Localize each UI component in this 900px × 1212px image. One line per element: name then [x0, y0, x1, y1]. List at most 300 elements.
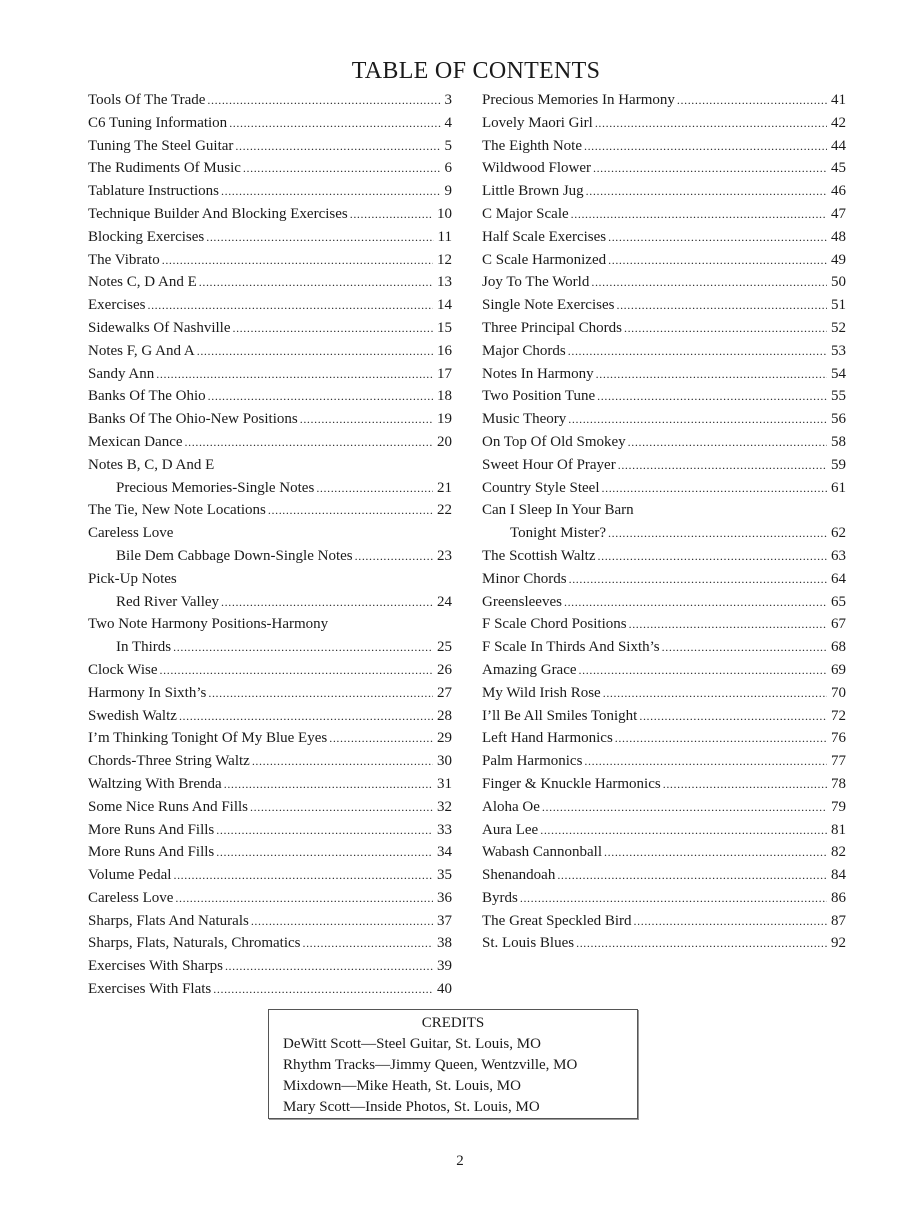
- toc-entry-page: 69: [831, 661, 846, 678]
- toc-entry: [482, 89, 846, 112]
- toc-entry-title: Sidewalks Of Nashville: [88, 319, 231, 336]
- toc-entry: [88, 819, 452, 842]
- credits-line: Mixdown—Mike Heath, St. Louis, MO: [283, 1078, 521, 1094]
- toc-entry-page: 72: [831, 707, 846, 724]
- dot-leader: [216, 819, 433, 842]
- toc-entry: [88, 89, 452, 112]
- toc-entry: [482, 203, 846, 226]
- toc-entry-page: 30: [437, 753, 452, 770]
- toc-entry-page: 11: [437, 228, 452, 245]
- dot-leader: [584, 750, 827, 773]
- toc-entry-title: Waltzing With Brenda: [88, 775, 222, 792]
- toc-entry-page: 64: [831, 570, 846, 587]
- toc-entry: [482, 157, 846, 180]
- dot-leader: [568, 408, 827, 431]
- toc-entry-page: 82: [831, 844, 846, 861]
- toc-entry-title: Banks Of The Ohio-New Positions: [88, 411, 298, 428]
- toc-entry-title: The Scottish Waltz: [482, 547, 596, 564]
- toc-entry: [88, 203, 452, 226]
- dot-leader: [147, 294, 433, 317]
- toc-entry-title: Major Chords: [482, 342, 566, 359]
- toc-entry-title: Banks Of The Ohio: [88, 388, 206, 405]
- toc-right-column: [482, 89, 846, 955]
- dot-leader: [162, 249, 433, 272]
- toc-left-column: [88, 89, 452, 1001]
- dot-leader: [542, 796, 827, 819]
- dot-leader: [216, 841, 433, 864]
- dot-leader: [576, 932, 827, 955]
- toc-entry-page: 10: [437, 205, 452, 222]
- toc-entry-page: 52: [831, 319, 846, 336]
- toc-entry-page: 24: [437, 593, 452, 610]
- dot-leader: [268, 499, 433, 522]
- toc-entry-page: 29: [437, 730, 452, 747]
- toc-entry-page: 22: [437, 502, 452, 519]
- toc-entry: [88, 431, 452, 454]
- toc-entry-title: Volume Pedal: [88, 867, 172, 884]
- dot-leader: [250, 796, 433, 819]
- toc-entry-page: 41: [831, 92, 846, 108]
- toc-entry: [482, 180, 846, 203]
- dot-leader: [252, 750, 433, 773]
- toc-entry-title: Three Principal Chords: [482, 319, 622, 336]
- dot-leader: [634, 910, 827, 933]
- toc-entry-title: F Scale Chord Positions: [482, 616, 627, 633]
- toc-entry-title: On Top Of Old Smokey: [482, 433, 626, 450]
- dot-leader: [593, 157, 827, 180]
- dot-leader: [173, 864, 433, 887]
- toc-entry: [482, 477, 846, 500]
- toc-entry-title: Wabash Cannonball: [482, 844, 603, 861]
- toc-entry-title: Lovely Maori Girl: [482, 114, 593, 131]
- toc-entry-page: 5: [444, 137, 452, 154]
- toc-entry: [88, 545, 452, 568]
- toc-entry-title: Bile Dem Cabbage Down-Single Notes: [116, 547, 353, 564]
- toc-entry-page: 15: [437, 319, 452, 336]
- dot-leader: [608, 226, 827, 249]
- toc-entry-page: 28: [437, 707, 452, 724]
- toc-entry-title: Tuning The Steel Guitar: [88, 137, 234, 154]
- toc-entry-page: 31: [437, 775, 452, 792]
- toc-entry-title: Red River Valley: [116, 593, 220, 610]
- toc-entry-title: More Runs And Fills: [88, 821, 215, 838]
- toc-entry-title: Some Nice Runs And Fills: [88, 798, 249, 815]
- dot-leader: [586, 180, 827, 203]
- toc-entry-page: 19: [437, 411, 452, 428]
- toc-entry-title: Byrds: [482, 889, 518, 906]
- toc-entry: [88, 613, 452, 636]
- dot-leader: [662, 636, 827, 659]
- toc-entry-title: Minor Chords: [482, 570, 567, 587]
- dot-leader: [608, 522, 827, 545]
- toc-entry-title: C6 Tuning Information: [88, 114, 228, 131]
- toc-entry-page: 78: [831, 775, 846, 792]
- toc-entry-page: 21: [437, 479, 452, 496]
- toc-entry-title: Aloha Oe: [482, 798, 540, 815]
- toc-entry: [482, 408, 846, 431]
- toc-entry: [88, 294, 452, 317]
- toc-entry-page: 36: [437, 889, 452, 906]
- dot-leader: [185, 431, 433, 454]
- dot-leader: [568, 340, 827, 363]
- toc-entry-title: The Tie, New Note Locations: [88, 502, 266, 519]
- toc-entry-page: 25: [437, 639, 452, 656]
- toc-entry-page: 27: [437, 684, 452, 701]
- toc-entry: [88, 180, 452, 203]
- toc-entry-page: 18: [437, 388, 452, 405]
- toc-entry: [88, 636, 452, 659]
- toc-entry-page: 58: [831, 433, 846, 450]
- toc-entry-page: 53: [831, 342, 846, 359]
- toc-entry: [482, 773, 846, 796]
- toc-entry: [88, 568, 452, 591]
- toc-entry: [482, 796, 846, 819]
- toc-entry-title: Exercises With Flats: [88, 981, 212, 998]
- toc-entry-title: The Rudiments Of Music: [88, 160, 241, 177]
- toc-entry: [482, 932, 846, 955]
- dot-leader: [616, 294, 827, 317]
- dot-leader: [243, 157, 441, 180]
- dot-leader: [179, 705, 433, 728]
- toc-entry-title: I’ll Be All Smiles Tonight: [482, 707, 638, 724]
- toc-entry-title: Tonight Mister?: [510, 525, 607, 542]
- toc-entry-page: 39: [437, 958, 452, 975]
- toc-entry: [88, 796, 452, 819]
- toc-entry-page: 76: [831, 730, 846, 747]
- toc-entry: [482, 819, 846, 842]
- dot-leader: [677, 89, 827, 112]
- toc-entry-page: 37: [437, 912, 452, 929]
- toc-entry-title: Two Note Harmony Positions-Harmony: [88, 616, 329, 633]
- dot-leader: [221, 591, 433, 614]
- toc-entry-title: Shenandoah: [482, 867, 556, 884]
- toc-entry: [482, 727, 846, 750]
- toc-entry-page: 42: [831, 114, 846, 131]
- toc-entry: [482, 271, 846, 294]
- toc-entry: [88, 385, 452, 408]
- toc-entry: [88, 727, 452, 750]
- dot-leader: [300, 408, 433, 431]
- toc-entry: [482, 750, 846, 773]
- toc-entry: [88, 705, 452, 728]
- toc-entry-page: 16: [437, 342, 452, 359]
- toc-entry: [482, 340, 846, 363]
- dot-leader: [557, 864, 827, 887]
- toc-entry-title: Exercises: [88, 297, 146, 314]
- toc-entry-title: Palm Harmonics: [482, 753, 583, 770]
- toc-entry-page: 92: [831, 935, 846, 952]
- dot-leader: [598, 545, 828, 568]
- toc-entry-title: Swedish Waltz: [88, 707, 177, 724]
- toc-entry: [482, 499, 846, 522]
- toc-entry-title: Wildwood Flower: [482, 160, 591, 177]
- toc-entry-title: F Scale In Thirds And Sixth’s: [482, 639, 660, 656]
- toc-entry: [88, 978, 452, 1001]
- toc-entry: [482, 705, 846, 728]
- toc-entry-page: 62: [831, 525, 846, 542]
- toc-entry-title: Single Note Exercises: [482, 297, 615, 314]
- toc-entry-page: 34: [437, 844, 452, 861]
- toc-entry-title: Careless Love: [88, 889, 174, 906]
- toc-entry: [482, 910, 846, 933]
- dot-leader: [229, 112, 440, 135]
- toc-entry-page: 47: [831, 205, 846, 222]
- credits-line: DeWitt Scott—Steel Guitar, St. Louis, MO: [283, 1036, 541, 1052]
- toc-entry-page: 77: [831, 753, 846, 770]
- credits-line: Mary Scott—Inside Photos, St. Louis, MO: [283, 1099, 540, 1115]
- toc-entry-page: 56: [831, 411, 846, 428]
- toc-entry-title: Notes B, C, D And E: [88, 456, 215, 473]
- toc-entry: [88, 750, 452, 773]
- toc-entry-title: C Scale Harmonized: [482, 251, 607, 268]
- toc-entry: [88, 841, 452, 864]
- toc-entry: [88, 112, 452, 135]
- toc-entry-page: 46: [831, 183, 846, 200]
- dot-leader: [251, 910, 433, 933]
- dot-leader: [628, 431, 827, 454]
- toc-entry: [482, 431, 846, 454]
- toc-entry-page: 9: [444, 183, 452, 200]
- toc-entry: [88, 477, 452, 500]
- dot-leader: [156, 363, 433, 386]
- toc-entry-title: Notes F, G And A: [88, 342, 195, 359]
- toc-entry: [482, 135, 846, 158]
- toc-entry-page: 20: [437, 433, 452, 450]
- toc-entry: [88, 157, 452, 180]
- toc-entry-page: 54: [831, 365, 846, 382]
- toc-entry: [88, 864, 452, 887]
- toc-entry: [88, 887, 452, 910]
- toc-entry-title: Left Hand Harmonics: [482, 730, 613, 747]
- dot-leader: [564, 591, 827, 614]
- dot-leader: [316, 477, 433, 500]
- toc-entry-page: 63: [831, 547, 846, 564]
- toc-entry-title: The Eighth Note: [482, 137, 582, 154]
- toc-entry-title: The Great Speckled Bird: [482, 912, 632, 929]
- toc-entry: [482, 545, 846, 568]
- toc-entry-title: More Runs And Fills: [88, 844, 215, 861]
- toc-entry: [88, 363, 452, 386]
- toc-entry-title: In Thirds: [116, 639, 172, 656]
- toc-entry-title: Half Scale Exercises: [482, 228, 607, 245]
- toc-entry: [88, 932, 452, 955]
- toc-entry: [88, 659, 452, 682]
- dot-leader: [206, 226, 433, 249]
- toc-entry: [88, 682, 452, 705]
- toc-entry-title: Tools Of The Trade: [88, 92, 206, 108]
- dot-leader: [663, 773, 827, 796]
- toc-entry: [482, 887, 846, 910]
- dot-leader: [584, 135, 827, 158]
- toc-entry-title: Little Brown Jug: [482, 183, 584, 200]
- toc-entry-page: 26: [437, 661, 452, 678]
- toc-entry-title: Music Theory: [482, 411, 567, 428]
- toc-entry: [482, 522, 846, 545]
- dot-leader: [571, 203, 827, 226]
- toc-entry-title: Amazing Grace: [482, 661, 577, 678]
- toc-entry-page: 44: [831, 137, 846, 154]
- toc-entry-page: 48: [831, 228, 846, 245]
- toc-entry-page: 84: [831, 867, 846, 884]
- toc-entry-page: 12: [437, 251, 452, 268]
- dot-leader: [350, 203, 433, 226]
- toc-entry: [88, 408, 452, 431]
- toc-entry-page: 14: [437, 297, 452, 314]
- dot-leader: [208, 682, 433, 705]
- toc-entry-page: 68: [831, 639, 846, 656]
- credits-line: Rhythm Tracks—Jimmy Queen, Wentzville, MO: [283, 1057, 578, 1073]
- toc-entry: [482, 249, 846, 272]
- toc-entry-page: 79: [831, 798, 846, 815]
- toc-entry: [88, 249, 452, 272]
- toc-entry: [88, 135, 452, 158]
- toc-entry-page: 33: [437, 821, 452, 838]
- dot-leader: [235, 135, 440, 158]
- toc-entry-title: My Wild Irish Rose: [482, 684, 601, 701]
- toc-entry-page: 51: [831, 297, 846, 314]
- toc-entry: [88, 955, 452, 978]
- toc-entry-title: The Vibrato: [88, 251, 160, 268]
- dot-leader: [629, 613, 827, 636]
- toc-entry-title: Sharps, Flats And Naturals: [88, 912, 249, 929]
- toc-entry-page: 40: [437, 981, 452, 998]
- toc-entry-title: C Major Scale: [482, 205, 569, 222]
- toc-entry-title: Two Position Tune: [482, 388, 596, 405]
- dot-leader: [224, 773, 433, 796]
- dot-leader: [639, 705, 827, 728]
- toc-entry-title: St. Louis Blues: [482, 935, 575, 952]
- toc-entry-page: 3: [444, 92, 452, 108]
- dot-leader: [624, 317, 827, 340]
- toc-entry: [88, 499, 452, 522]
- toc-entry-title: Careless Love: [88, 525, 174, 542]
- toc-entry: [482, 659, 846, 682]
- toc-entry-title: Precious Memories In Harmony: [482, 92, 675, 108]
- toc-entry-title: Sharps, Flats, Naturals, Chromatics: [88, 935, 301, 952]
- dot-leader: [596, 363, 827, 386]
- toc-entry-title: Sweet Hour Of Prayer: [482, 456, 616, 473]
- toc-entry-title: Pick-Up Notes: [88, 570, 177, 587]
- toc-entry-title: Notes C, D And E: [88, 274, 197, 291]
- toc-entry: [482, 317, 846, 340]
- toc-entry: [88, 522, 452, 545]
- toc-entry-page: 4: [444, 114, 452, 131]
- dot-leader: [225, 955, 433, 978]
- toc-entry: [482, 591, 846, 614]
- dot-leader: [213, 978, 433, 1001]
- toc-entry-page: 32: [437, 798, 452, 815]
- dot-leader: [603, 682, 827, 705]
- dot-leader: [595, 112, 827, 135]
- toc-entry-page: 35: [437, 867, 452, 884]
- toc-entry-title: Tablature Instructions: [88, 183, 219, 200]
- toc-entry-page: 45: [831, 160, 846, 177]
- toc-entry-page: 70: [831, 684, 846, 701]
- toc-entry-page: 49: [831, 251, 846, 268]
- dot-leader: [197, 340, 433, 363]
- toc-entry: [482, 294, 846, 317]
- page-number: 2: [456, 1153, 464, 1169]
- dot-leader: [329, 727, 433, 750]
- dot-leader: [540, 819, 827, 842]
- credits-box: [268, 1009, 638, 1119]
- dot-leader: [173, 636, 433, 659]
- dot-leader: [355, 545, 433, 568]
- toc-entry-page: 38: [437, 935, 452, 952]
- toc-entry-title: Aura Lee: [482, 821, 539, 838]
- toc-entry: [88, 317, 452, 340]
- toc-entry-title: Chords-Three String Waltz: [88, 753, 250, 770]
- toc-entry: [482, 226, 846, 249]
- toc-entry-title: Technique Builder And Blocking Exercises: [88, 205, 348, 222]
- toc-entry-title: Joy To The World: [482, 274, 590, 291]
- toc-entry-page: 55: [831, 388, 846, 405]
- toc-entry-page: 67: [831, 616, 846, 633]
- toc-entry-title: Notes In Harmony: [482, 365, 594, 382]
- toc-entry-page: 87: [831, 912, 846, 929]
- toc-entry-title: Can I Sleep In Your Barn: [482, 502, 634, 519]
- toc-entry: [482, 385, 846, 408]
- toc-entry-title: Clock Wise: [88, 661, 158, 678]
- dot-leader: [618, 454, 827, 477]
- dot-leader: [232, 317, 433, 340]
- toc-entry-title: Sandy Ann: [88, 365, 155, 382]
- toc-entry-page: 61: [831, 479, 846, 496]
- dot-leader: [597, 385, 827, 408]
- toc-entry-page: 50: [831, 274, 846, 291]
- dot-leader: [199, 271, 433, 294]
- dot-leader: [615, 727, 827, 750]
- toc-entry: [482, 363, 846, 386]
- toc-entry-page: 65: [831, 593, 846, 610]
- page-title: TABLE OF CONTENTS: [351, 58, 601, 84]
- toc-entry-title: Precious Memories-Single Notes: [116, 479, 315, 496]
- toc-entry-page: 17: [437, 365, 452, 382]
- toc-entry: [88, 226, 452, 249]
- toc-entry-title: Mexican Dance: [88, 433, 183, 450]
- dot-leader: [160, 659, 433, 682]
- dot-leader: [221, 180, 441, 203]
- dot-leader: [591, 271, 827, 294]
- toc-entry-title: Greensleeves: [482, 593, 562, 610]
- dot-leader: [604, 841, 827, 864]
- toc-entry: [88, 454, 452, 477]
- toc-entry-page: 6: [444, 160, 452, 177]
- toc-entry: [482, 454, 846, 477]
- toc-entry: [88, 773, 452, 796]
- toc-entry: [88, 591, 452, 614]
- toc-entry: [482, 112, 846, 135]
- toc-entry-title: Country Style Steel: [482, 479, 600, 496]
- dot-leader: [579, 659, 827, 682]
- dot-leader: [208, 385, 433, 408]
- dot-leader: [520, 887, 827, 910]
- toc-entry: [482, 568, 846, 591]
- dot-leader: [175, 887, 433, 910]
- toc-entry-page: 13: [437, 274, 452, 291]
- toc-entry: [482, 613, 846, 636]
- dot-leader: [302, 932, 433, 955]
- toc-entry: [482, 636, 846, 659]
- toc-entry-title: Harmony In Sixth’s: [88, 684, 207, 701]
- toc-entry-page: 59: [831, 456, 846, 473]
- dot-leader: [207, 89, 440, 112]
- toc-entry-page: 23: [437, 547, 452, 564]
- dot-leader: [569, 568, 827, 591]
- toc-entry: [482, 841, 846, 864]
- dot-leader: [608, 249, 827, 272]
- toc-entry: [88, 910, 452, 933]
